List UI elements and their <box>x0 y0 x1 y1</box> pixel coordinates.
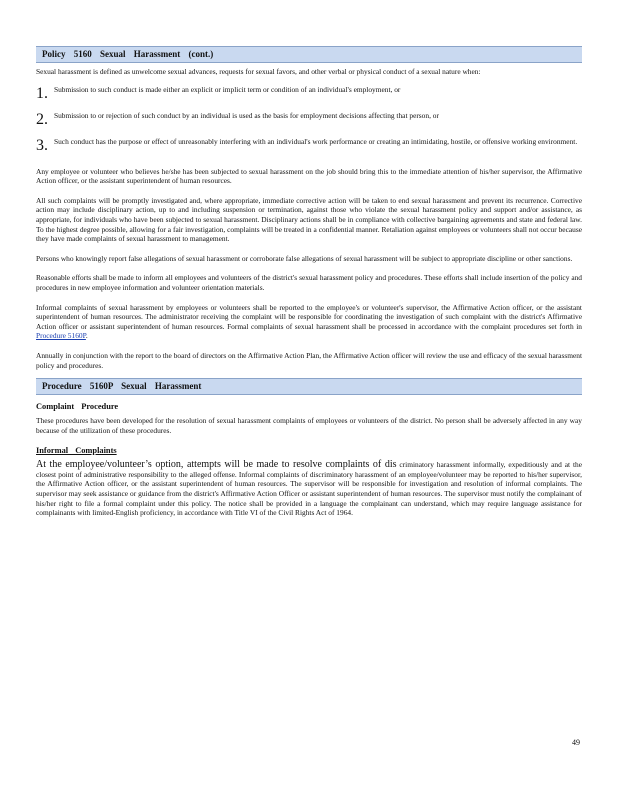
inform-paragraph: Reasonable efforts shall be made to inform all employees and volunteers of the district's sexual harassment policy and procedures. These efforts shall include insertion of the policy and procedures in new employee information and volunteer orientation materials. <box>36 273 582 292</box>
option-paragraph: At the employee/volunteer’s option, attempts will be made to resolve complaints of dis criminatory harassment informally, expeditiously and at the closest point of administrative responsibility to the alleged offense. Informal complaints of discriminatory harassment of an employee/volunteer may be reported to his/her supervisor, the Affirmative Action officer, or the assistant superintendent of human resources. The supervisor will be responsible for investigation and resolution of informal complaints. The supervisor may seek assistance or guidance from the district's Affirmative Action Officer or assistant superintendent of human resources. The supervisor must notify the complainant of his/her right to file a formal complaint under this policy. The notice shall be provided in a language the complainant can understand, which may require language assistance for complainants with limited-English proficiency, in accordance with Title VI of the Civil Rights Act of 1964. <box>36 459 582 518</box>
procedure-5160p-link[interactable]: Procedure 5160P <box>36 331 86 341</box>
informal-complaints-paragraph: Informal complaints of sexual harassment by employees or volunteers shall be reported to the employee's or volunteer's supervisor, the Affirmative Action officer, or the assistant superintendent of human resources. The administrator receiving the complaint will be responsible for coordinating the investigation of such complaint with the district's Affirmative Action officer or assistant superintendent of human resources. Formal complaints of sexual harassment shall be processed in accordance with the complaint procedures set forth in Procedure 5160P. <box>36 302 582 341</box>
false-allegations-paragraph: Persons who knowingly report false allegations of sexual harassment or corroborate false allegations of sexual harassment will be subject to appropriate discipline or other sanctions. <box>36 253 573 263</box>
policy-header-banner: Policy 5160 Sexual Harassment (cont.) <box>36 46 582 63</box>
page-number: 49 <box>572 738 580 747</box>
annual-review-paragraph: Annually in conjunction with the report to the board of directors on the Affirmative Action Plan, the Affirmative Action officer will review the use and efficacy of the sexual harassment policy and procedures. <box>36 350 582 370</box>
list-item: 1. Submission to such conduct is made either an explicit or implicit term or condition of an individual's employment, or <box>36 84 401 102</box>
procedure-banner: Procedure 5160P Sexual Harassment <box>36 378 582 395</box>
list-item: 2. Submission to or rejection of such conduct by an individual is used as the basis for employment decisions affecting that person, or <box>36 110 439 128</box>
complaints-paragraph: All such complaints will be promptly investigated and, where appropriate, immediate corrective action will be taken to end sexual harassment and prevent its recurrence. Corrective action may include disciplinary action, up to and including suspension or termination, against those who violate the sexual harassment policy and support and/or assistance, as appropriate, for individuals who have been subjected to sexual harassment. Disciplinary actions shall be in compliance with collective bargaining agreements and state and federal law. To the highest degree possible, allowing for a fair investigation, complaints will be treated in a confidential manner. Retaliation against employees or volunteers shall not occur because they have made complaints of sexual harassment to management. <box>36 195 582 244</box>
list-item: 3. Such conduct has the purpose or effect of unreasonably interfering with an individual's work performance or creating an intimidating, hostile, or offensive working environment. <box>36 136 578 154</box>
document-page <box>36 46 582 518</box>
intro-paragraph: Sexual harassment is defined as unwelcome sexual advances, requests for sexual favors, and other verbal or physical conduct of a sexual nature when: <box>36 67 481 76</box>
complaint-procedure-heading: Complaint Procedure <box>36 402 119 412</box>
informal-complaints-heading: Informal Complaints <box>36 446 117 456</box>
report-paragraph: Any employee or volunteer who believes he/she has been subjected to sexual harassment on the job should bring this to the immediate attention of his/her supervisor, the Affirmative Action officer, or the assistant superintendent of human resources. <box>36 166 582 186</box>
procedures-paragraph: These procedures have been developed for the resolution of sexual harassment complaints of employees or volunteers of the district. No person shall be adversely affected in any way because of the utilization of these procedures. <box>36 416 582 435</box>
